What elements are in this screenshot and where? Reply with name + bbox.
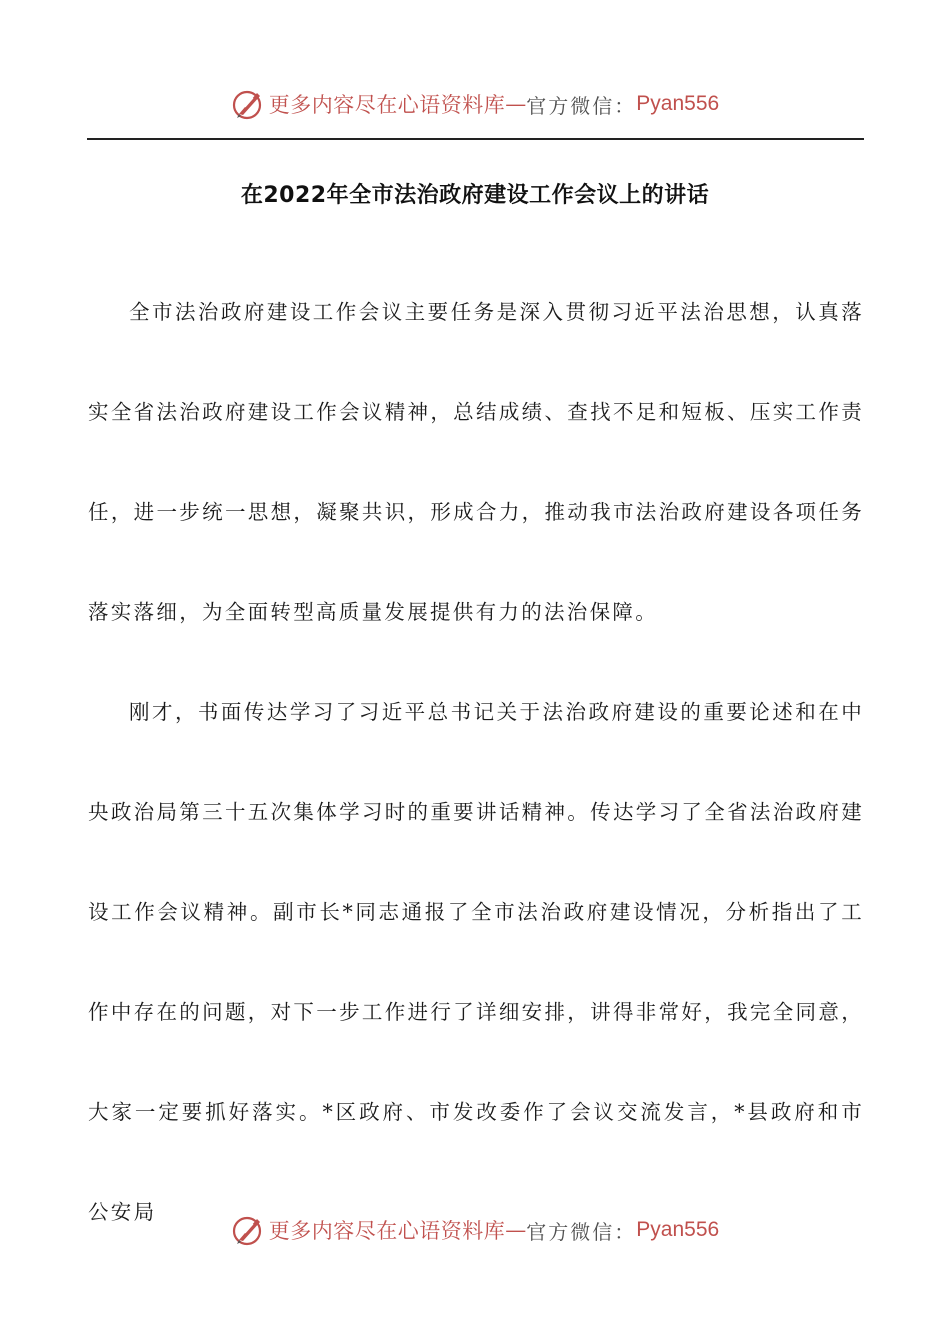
- footer-banner: [0, 1208, 950, 1252]
- paragraph: 刚才，书面传达学习了习近平总书记关于法治政府建设的重要论述和在中央政治局第三十五次集体学习时的重要讲话精神。传达学习了全省法治政府建设工作会议精神。副市长*同志通报了全市法治政府建设情况，分析指出了工作中存在的问题，对下一步工作进行了详细安排，讲得非常好，我完全同意，大家一定要抓好落实。*区政府、市发改委作了会议交流发言，*县政府和市公安局: [88, 700, 864, 1224]
- quill-pen-logo-icon: [231, 87, 265, 121]
- document-body: [88, 262, 864, 1262]
- banner-official-label: 官方微信：: [526, 93, 637, 118]
- paragraph: 全市法治政府建设工作会议主要任务是深入贯彻习近平法治思想，认真落实全省法治政府建设工作会议精神，总结成绩、查找不足和短板、压实工作责任，进一步统一思想，凝聚共识，形成合力，推动我市法治政府建设各项任务落实落细，为全面转型高质量发展提供有力的法治保障。: [88, 300, 864, 624]
- banner-lead-text: 更多内容尽在心语资料库: [268, 93, 506, 117]
- document-title: 在2022年全市法治政府建设工作会议上的讲话: [240, 183, 710, 208]
- header-divider: [87, 138, 864, 140]
- banner-wechat-id: Pyan556: [636, 92, 720, 115]
- banner-dash: —: [505, 92, 527, 116]
- header-banner: [0, 82, 950, 126]
- banner-lead-text: 更多内容尽在心语资料库: [268, 1219, 506, 1243]
- banner-dash: —: [505, 1218, 527, 1242]
- quill-pen-logo-icon: [231, 1213, 265, 1247]
- banner-wechat-id: Pyan556: [636, 1218, 720, 1241]
- banner-official-label: 官方微信：: [526, 1219, 637, 1244]
